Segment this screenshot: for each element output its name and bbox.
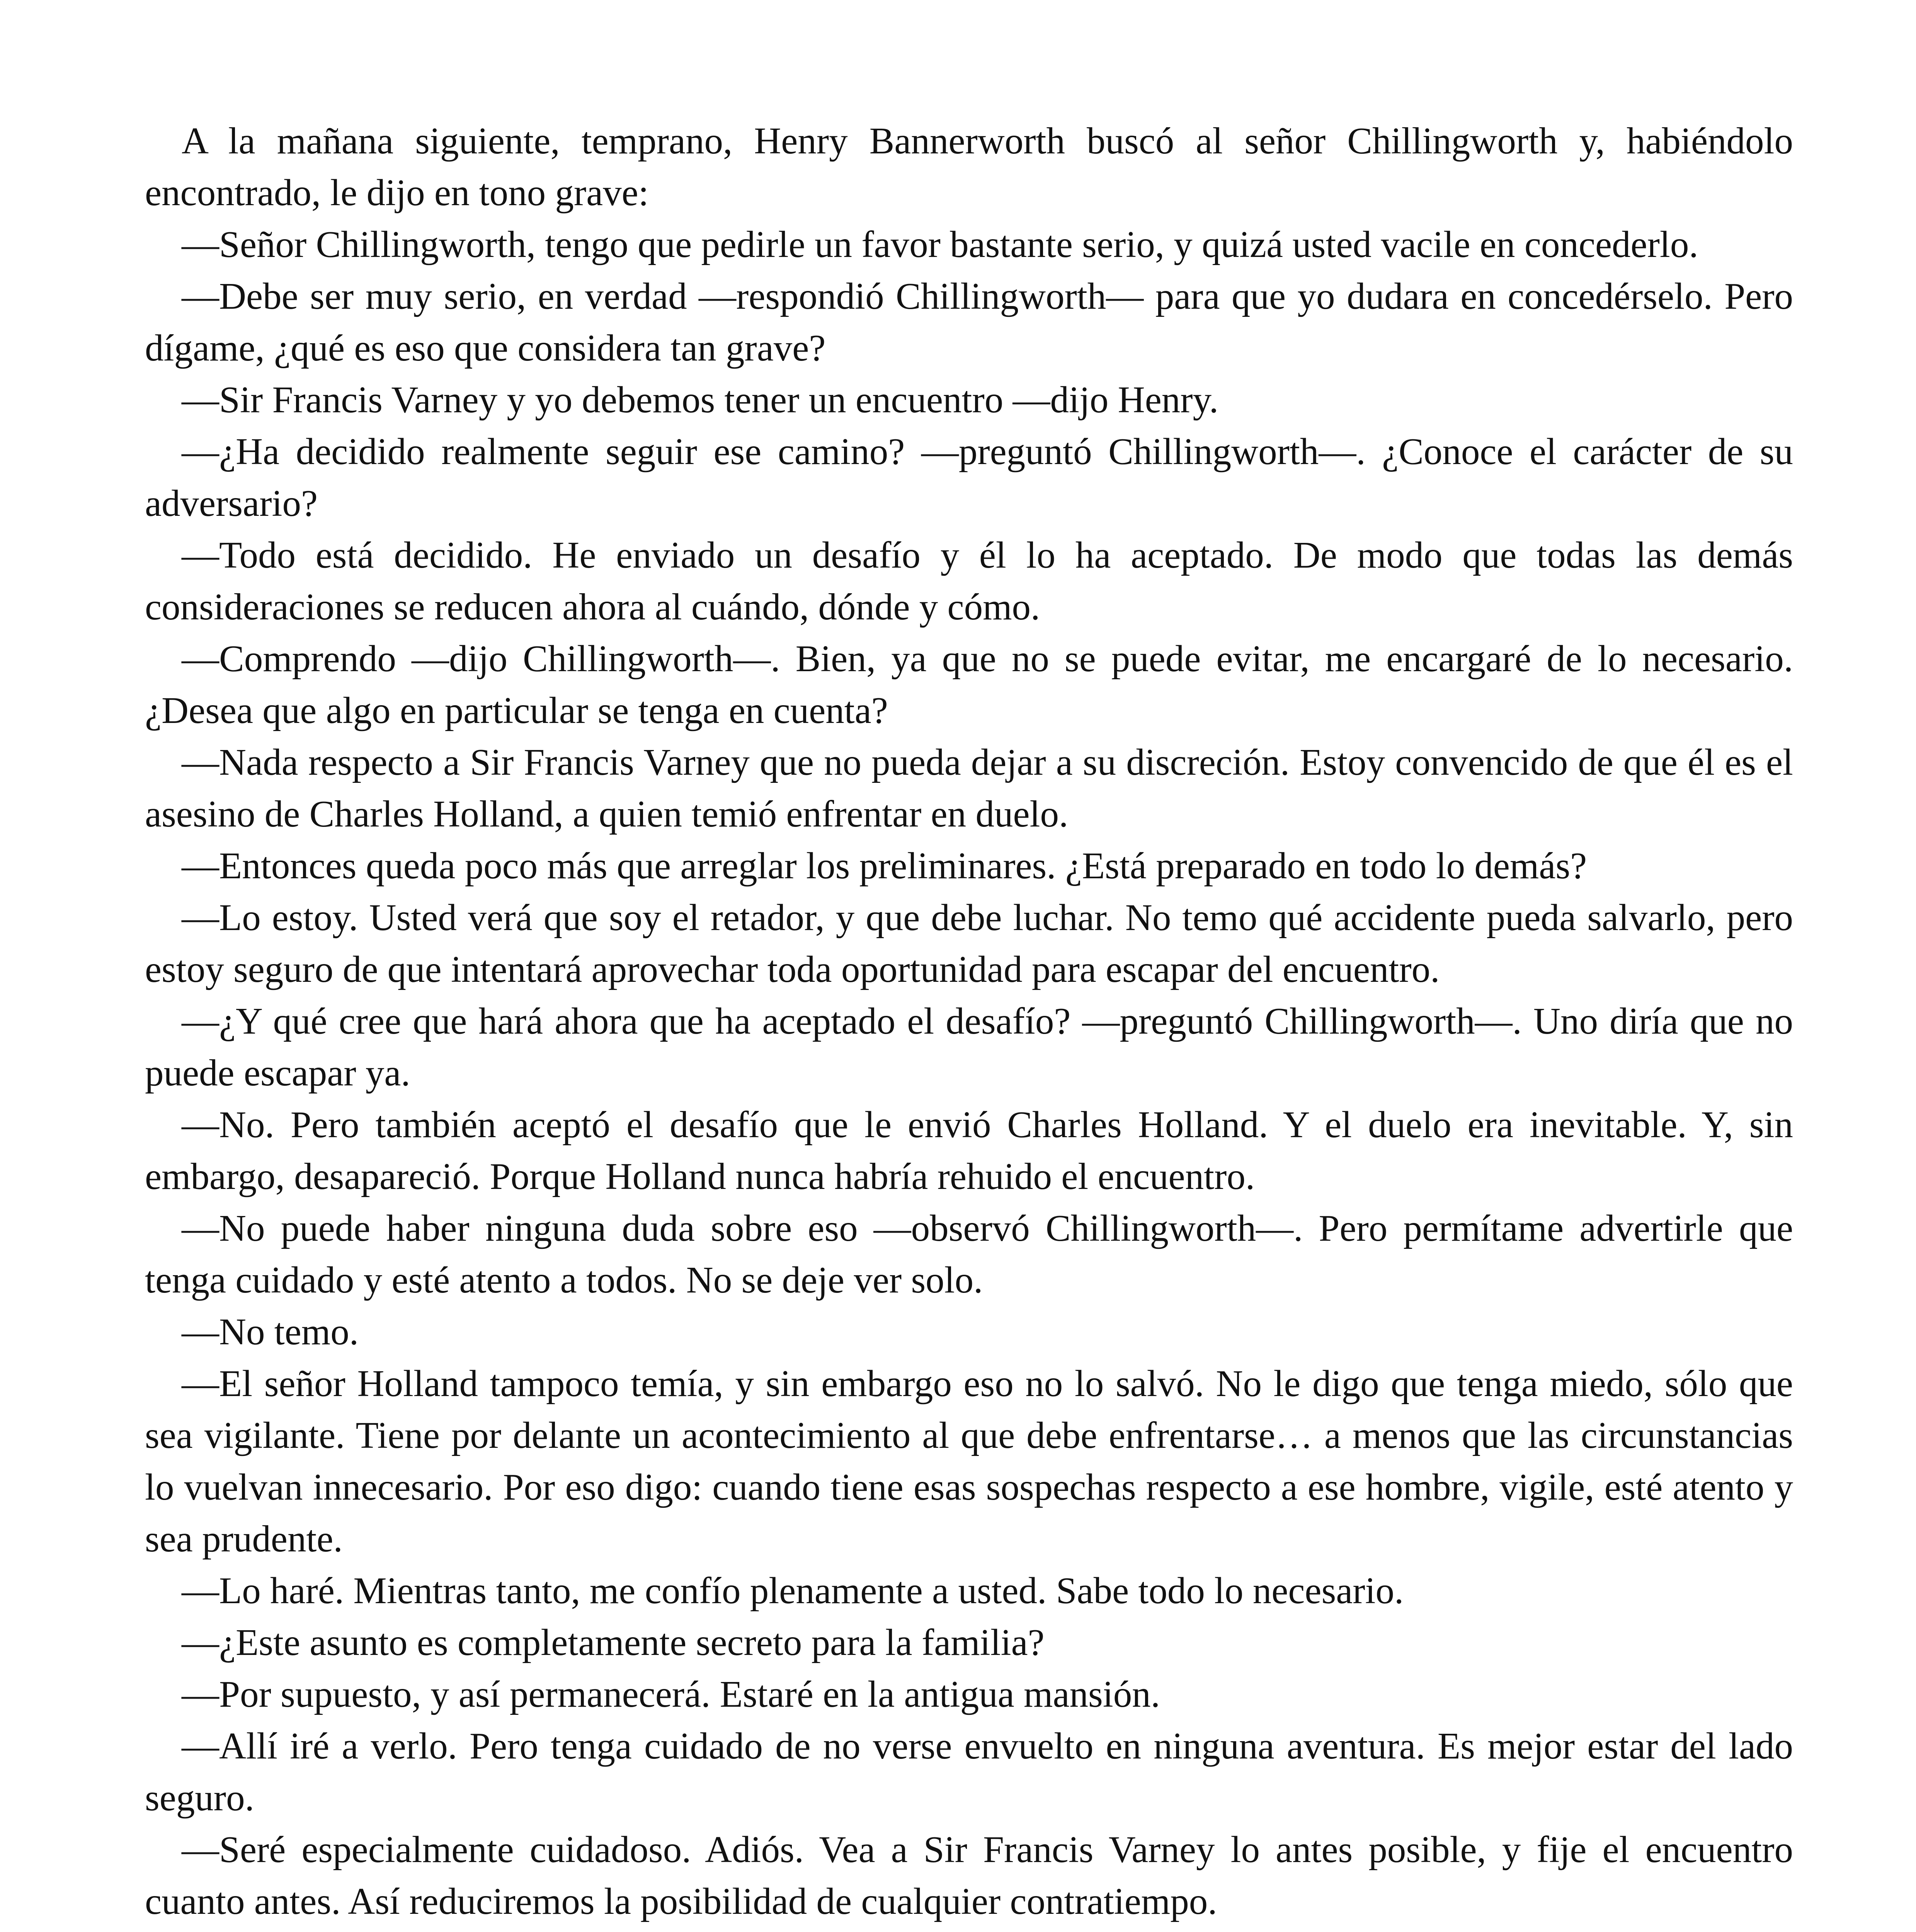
paragraph: —No temo. xyxy=(182,1311,359,1352)
paragraph: —El señor Holland tampoco temía, y sin embargo eso no lo salvó. No le digo que tenga miedo, sólo que sea vigilante. Tiene por delante un acontecimiento al que debe enfrentarse… a menos que las circunstancias lo vuelvan innecesario. Por eso digo: cuando tiene esas sospechas respecto a ese hombre, vigile, esté atento y sea prudente. xyxy=(145,1363,1793,1560)
paragraph xyxy=(145,1927,1793,1932)
paragraph: —Comprendo —dijo Chillingworth—. Bien, ya que no se puede evitar, me encargaré de lo necesario. ¿Desea que algo en particular se tenga en cuenta? xyxy=(145,638,1793,731)
paragraph: —No. Pero también aceptó el desafío que le envió Charles Holland. Y el duelo era inevitable. Y, sin embargo, desapareció. Porque Holland nunca habría rehuido el encuentro. xyxy=(145,1104,1793,1197)
paragraph: —Señor Chillingworth, tengo que pedirle un favor bastante serio, y quizá usted vacile en concederlo. xyxy=(182,224,1698,265)
paragraph: —¿Este asunto es completamente secreto para la familia? xyxy=(182,1622,1045,1663)
paragraph: —No puede haber ninguna duda sobre eso —observó Chillingworth—. Pero permítame advertirle que tenga cuidado y esté atento a todos. No se deje ver solo. xyxy=(145,1208,1793,1301)
paragraph: —Seré especialmente cuidadoso. Adiós. Vea a Sir Francis Varney lo antes posible, y fije el encuentro cuanto antes. Así reduciremos la posibilidad de cualquier contratiempo. xyxy=(145,1829,1793,1922)
paragraph: —Allí iré a verlo. Pero tenga cuidado de no verse envuelto en ninguna aventura. Es mejor estar del lado seguro. xyxy=(145,1725,1793,1818)
paragraph: —Lo estoy. Usted verá que soy el retador, y que debe luchar. No temo qué accidente pueda salvarlo, pero estoy seguro de que intentará aprovechar toda oportunidad para escapar del encuentro. xyxy=(145,897,1793,990)
paragraph: —¿Ha decidido realmente seguir ese camino? —preguntó Chillingworth—. ¿Conoce el carácter de su adversario? xyxy=(145,431,1793,524)
paragraph: —Todo está decidido. He enviado un desafío y él lo ha aceptado. De modo que todas las demás consideraciones se reducen ahora al cuándo, dónde y cómo. xyxy=(145,534,1793,628)
page-body xyxy=(145,115,1793,1932)
paragraph: —¿Y qué cree que hará ahora que ha aceptado el desafío? —preguntó Chillingworth—. Uno diría que no puede escapar ya. xyxy=(145,1000,1793,1094)
paragraph: —Sir Francis Varney y yo debemos tener un encuentro —dijo Henry. xyxy=(182,379,1219,420)
paragraph: —Por supuesto, y así permanecerá. Estaré en la antigua mansión. xyxy=(182,1673,1160,1715)
paragraph: A la mañana siguiente, temprano, Henry Bannerworth buscó al señor Chillingworth y, habiéndolo encontrado, le dijo en tono grave: xyxy=(145,120,1793,213)
paragraph: —Lo haré. Mientras tanto, me confío plenamente a usted. Sabe todo lo necesario. xyxy=(182,1570,1404,1611)
paragraph: —Debe ser muy serio, en verdad —respondió Chillingworth— para que yo dudara en concedérselo. Pero dígame, ¿qué es eso que considera tan grave? xyxy=(145,276,1793,369)
paragraph: —Nada respecto a Sir Francis Varney que no pueda dejar a su discreción. Estoy convencido de que él es el asesino de Charles Holland, a quien temió enfrentar en duelo. xyxy=(145,742,1793,835)
paragraph: —Entonces queda poco más que arreglar los preliminares. ¿Está preparado en todo lo demás? xyxy=(182,845,1587,886)
